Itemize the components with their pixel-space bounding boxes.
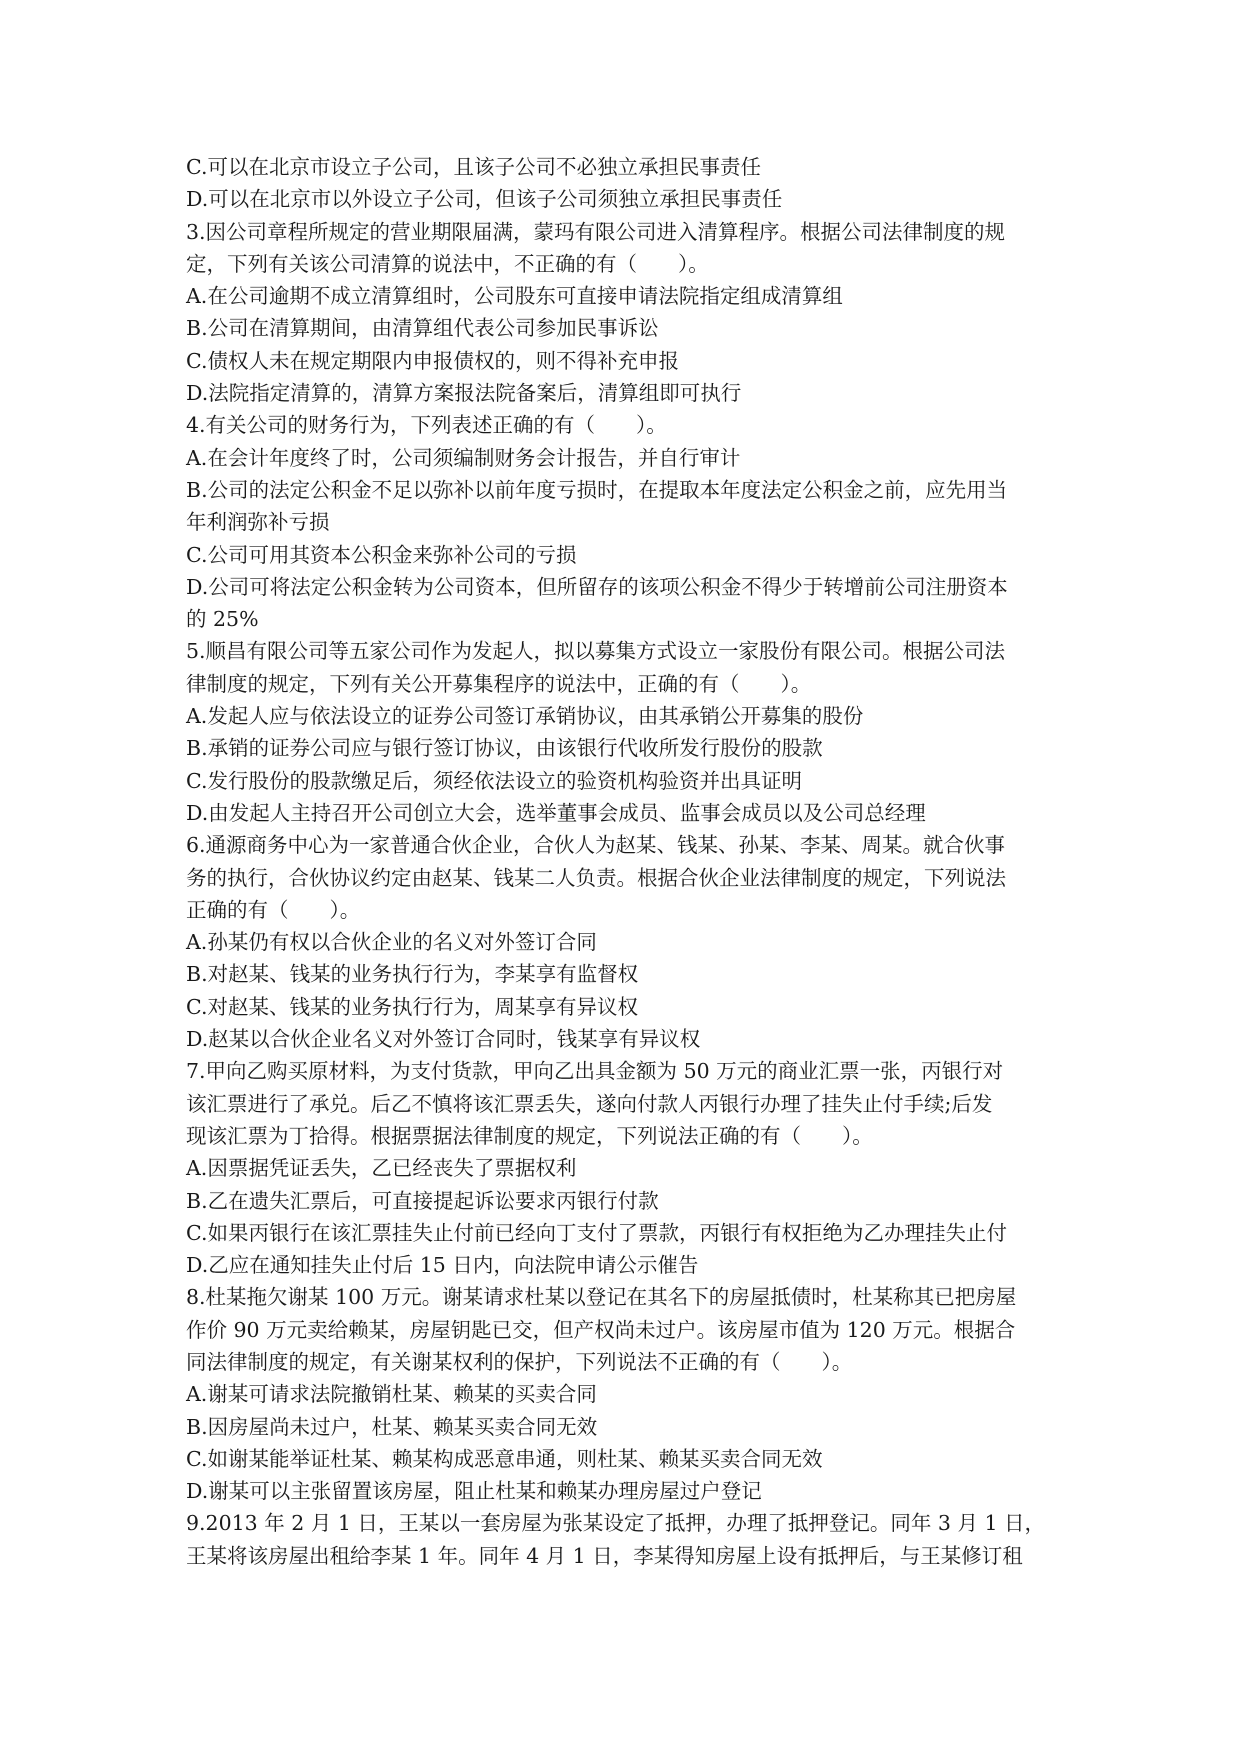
- question-5-line-2: 律制度的规定，下列有关公开募集程序的说法中，正确的有（ ）。: [186, 671, 812, 696]
- question-6-line-1: 6.通源商务中心为一家普通合伙企业，合伙人为赵某、钱某、孙某、李某、周某。就合伙事: [186, 833, 1006, 858]
- question-6-line-2: 务的执行，合伙协议约定由赵某、钱某二人负责。根据合伙企业法律制度的规定，下列说法: [186, 865, 1006, 890]
- question-5-option-b: B.承销的证券公司应与银行签订协议，由该银行代收所发行股份的股款: [186, 736, 823, 761]
- question-4-option-c: C.公司可用其资本公积金来弥补公司的亏损: [186, 542, 577, 567]
- question-9-line-1: 9.2013 年 2 月 1 日，王某以一套房屋为张某设定了抵押，办理了抵押登记。同年 3 月 1 日，: [186, 1511, 1046, 1536]
- option-d-line: D.可以在北京市以外设立子公司，但该子公司须独立承担民事责任: [186, 187, 783, 212]
- question-3-option-b: B.公司在清算期间，由清算组代表公司参加民事诉讼: [186, 316, 659, 341]
- question-4-option-d-line-1: D.公司可将法定公积金转为公司资本，但所留存的该项公积金不得少于转增前公司注册资本: [186, 574, 1008, 599]
- question-5-option-c: C.发行股份的股款缴足后，须经依法设立的验资机构验资并出具证明: [186, 768, 802, 793]
- question-4-option-b-line-1: B.公司的法定公积金不足以弥补以前年度亏损时，在提取本年度法定公积金之前，应先用当: [186, 477, 1008, 502]
- question-4-option-d-line-2: 的 25%: [186, 607, 259, 632]
- question-3-option-c: C.债权人未在规定期限内申报债权的，则不得补充申报: [186, 348, 679, 373]
- question-7-line-2: 该汇票进行了承兑。后乙不慎将该汇票丢失，遂向付款人丙银行办理了挂失止付手续;后发: [186, 1091, 993, 1116]
- question-8-option-c: C.如谢某能举证杜某、赖某构成恶意串通，则杜某、赖某买卖合同无效: [186, 1446, 823, 1471]
- question-6-option-d: D.赵某以合伙企业名义对外签订合同时，钱某享有异议权: [186, 1027, 701, 1052]
- question-3-line-2: 定，下列有关该公司清算的说法中，不正确的有（ ）。: [186, 251, 709, 276]
- question-6-option-a: A.孙某仍有权以合伙企业的名义对外签订合同: [186, 930, 597, 955]
- question-4-option-b-line-2: 年利润弥补亏损: [186, 510, 330, 535]
- question-7-option-b: B.乙在遗失汇票后，可直接提起诉讼要求丙银行付款: [186, 1188, 659, 1213]
- question-4-option-a: A.在会计年度终了时，公司须编制财务会计报告，并自行审计: [186, 445, 741, 470]
- question-7-option-d: D.乙应在通知挂失止付后 15 日内，向法院申请公示催告: [186, 1253, 699, 1278]
- question-5-line-1: 5.顺昌有限公司等五家公司作为发起人，拟以募集方式设立一家股份有限公司。根据公司法: [186, 639, 1006, 664]
- question-3-line-1: 3.因公司章程所规定的营业期限届满，蒙玛有限公司进入清算程序。根据公司法律制度的规: [186, 219, 1006, 244]
- question-3-option-d: D.法院指定清算的，清算方案报法院备案后，清算组即可执行: [186, 381, 742, 406]
- question-8-line-1: 8.杜某拖欠谢某 100 万元。谢某请求杜某以登记在其名下的房屋抵债时，杜某称其已把房屋: [186, 1285, 1017, 1310]
- question-3-option-a: A.在公司逾期不成立清算组时，公司股东可直接申请法院指定组成清算组: [186, 284, 843, 309]
- question-4-line-1: 4.有关公司的财务行为，下列表述正确的有（ ）。: [186, 413, 667, 438]
- question-5-option-d: D.由发起人主持召开公司创立大会，选举董事会成员、监事会成员以及公司总经理: [186, 800, 926, 825]
- question-8-line-3: 同法律制度的规定，有关谢某权利的保护，下列说法不正确的有（ ）。: [186, 1349, 853, 1374]
- question-6-option-c: C.对赵某、钱某的业务执行行为，周某享有异议权: [186, 994, 638, 1019]
- question-7-line-3: 现该汇票为丁拾得。根据票据法律制度的规定，下列说法正确的有（ ）。: [186, 1123, 873, 1148]
- question-5-option-a: A.发起人应与依法设立的证券公司签订承销协议，由其承销公开募集的股份: [186, 704, 864, 729]
- option-c-line: C.可以在北京市设立子公司，且该子公司不必独立承担民事责任: [186, 155, 761, 179]
- question-7-line-1: 7.甲向乙购买原材料，为支付货款，甲向乙出具金额为 50 万元的商业汇票一张，丙银行对: [186, 1059, 1004, 1084]
- question-8-option-a: A.谢某可请求法院撤销杜某、赖某的买卖合同: [186, 1382, 597, 1407]
- question-8-option-d: D.谢某可以主张留置该房屋，阻止杜某和赖某办理房屋过户登记: [186, 1479, 762, 1504]
- question-6-line-3: 正确的有（ ）。: [186, 897, 361, 922]
- question-8-line-2: 作价 90 万元卖给赖某，房屋钥匙已交，但产权尚未过户。该房屋市值为 120 万元。根据合: [186, 1317, 1016, 1342]
- question-8-option-b: B.因房屋尚未过户，杜某、赖某买卖合同无效: [186, 1414, 598, 1439]
- question-6-option-b: B.对赵某、钱某的业务执行行为，李某享有监督权: [186, 962, 639, 987]
- question-7-option-a: A.因票据凭证丢失，乙已经丧失了票据权利: [186, 1156, 577, 1181]
- document-body: [186, 151, 1054, 1572]
- question-7-option-c: C.如果丙银行在该汇票挂失止付前已经向丁支付了票款，丙银行有权拒绝为乙办理挂失止付: [186, 1220, 1007, 1245]
- question-9-line-2: 王某将该房屋出租给李某 1 年。同年 4 月 1 日，李某得知房屋上设有抵押后，与王某修订租: [186, 1543, 1023, 1568]
